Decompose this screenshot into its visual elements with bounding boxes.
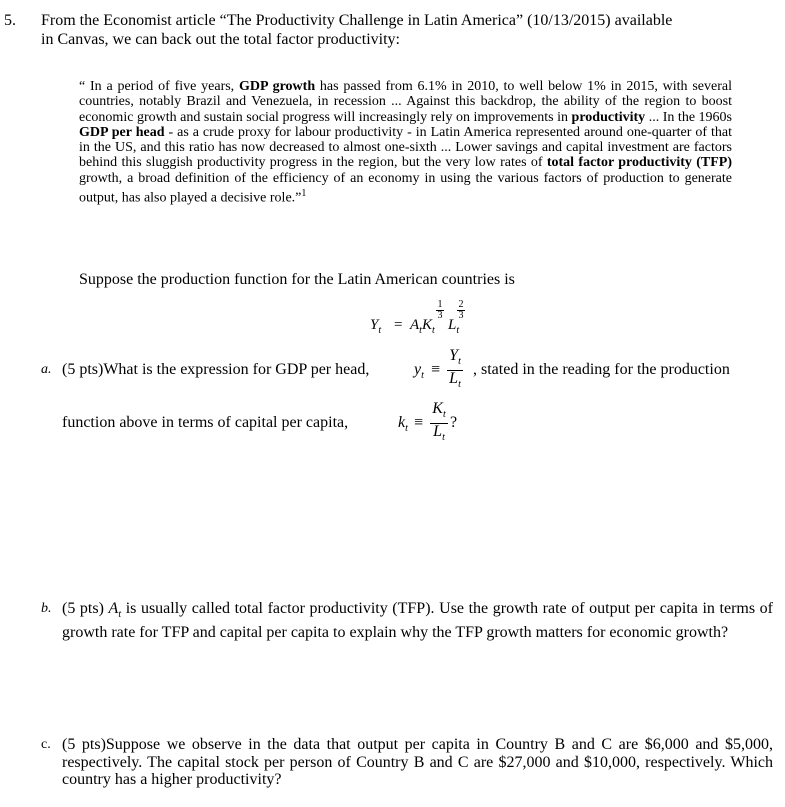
part-c: c. (5 pts)Suppose we observe in the data that output per capita in Country B and C are $6,000 and $5,000, respectively. The capital stock per person of Country B and C are $27,000 and $10,000, respectively. Which country has a higher productivity?: [41, 736, 773, 788]
production-function-equation: $Y_t$ = $A_tK_t$ 1 3 $L_t$ 2 3: [370, 299, 464, 336]
intro-line-1: From the Economist article “The Productivity Challenge in Latin America” (10/13/2015) available: [41, 12, 673, 29]
part-b: b. (5 pts) $A_t$ is usually called total factor productivity (TFP). Use the growth rate of output per capita in terms of growth rate for TFP and capital per capita to explain why the TFP growth matters for economic growth?: [41, 600, 774, 641]
bold-gdp-growth: GDP growth: [239, 79, 316, 94]
part-a-continued: function above in terms of capital per capita, $k_t$ ≡ $K_t$ $L_t$ ?: [62, 400, 458, 444]
footnote-marker: 1: [301, 188, 307, 200]
intro-line-2: in Canvas, we can back out the total factor productivity:: [41, 31, 400, 48]
question-number: 5.: [4, 12, 16, 29]
production-function-intro: Suppose the production function for the Latin American countries is: [79, 271, 515, 288]
bold-tfp: total factor productivity (TFP): [546, 155, 732, 171]
economist-quote: “ In a period of five years, GDP growth has passed from 6.1% in 2010, to well below 1% in 2015, with several countries, notably Brazil and Venezuela, in recession ... Against this backdrop, the ability of the region to boost economic growth and sustain social progress will increasingly rely on improvements in productivity ... In the 1960s GDP per head - as a crude proxy for labour productivity - in Latin America represented around one-quarter of that in the US, and this ratio has now decreased to almost one-sixth ... Lower savings and capital investment are factors behind this sluggish productivity progress in the region, but the very low rates of total factor productivity (TFP) growth, a broad definition of the efficiency of an economy in using the various factors of production to generate output, has also played a decisive role.”$^1$: [79, 79, 733, 206]
question-intro: [41, 11, 771, 49]
part-a: a. (5 pts)What is the expression for GDP per head, $y_t$ ≡ $Y_t$ $L_t$ , stated in the reading for the production: [41, 347, 730, 391]
bold-productivity: productivity: [571, 109, 646, 125]
bold-gdp-per-head: GDP per head: [79, 124, 165, 140]
